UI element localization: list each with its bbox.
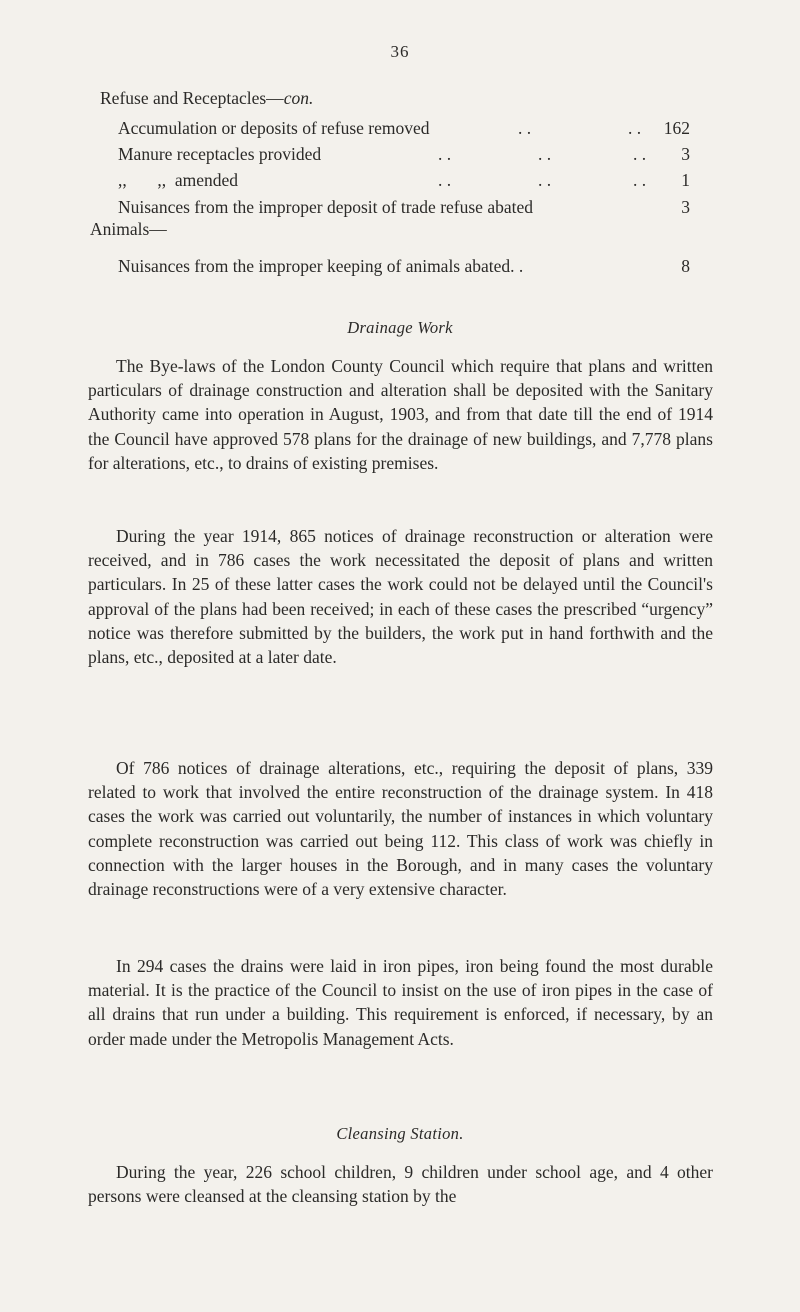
- table-row: [118, 170, 690, 194]
- leader-dots: . .: [518, 118, 532, 138]
- leader-dots: . .: [538, 170, 552, 190]
- paragraph: Of 786 notices of drainage alterations, etc., requiring the deposit of plans, 339 related to work that involved the entire reconstruction of the drainage system. In 418 cases the work was carried out voluntarily, the number of instances in which voluntary complete reconstruction was carried out being 112. This class of work was chiefly in connection with the larger houses in the Borough, and in many cases the voluntary drainage reconstructions were of a very extensive character.: [88, 758, 713, 900]
- row-value: 162: [663, 118, 690, 138]
- table-row: [118, 144, 690, 168]
- table-row: [118, 197, 690, 221]
- table-row: [118, 118, 690, 142]
- leader-dots: . .: [633, 144, 647, 164]
- row-label: Nuisances from the improper deposit of trade refuse abated: [118, 197, 533, 217]
- row-value: 1: [681, 170, 690, 190]
- leader-dots: . .: [438, 170, 452, 190]
- row-label: Accumulation or deposits of refuse removed: [118, 118, 430, 138]
- paragraph: During the year 1914, 865 notices of drainage reconstruction or alteration were received, and in 786 cases the work necessitated the deposit of plans and written particulars. In 25 of these latter cases the work could not be delayed until the Council's approval of the plans had been received; in each of these cases the prescribed “urgency” notice was therefore submitted by the builders, the work put in hand forthwith and the plans, etc., deposited at a later date.: [88, 526, 713, 668]
- leader-dots: . .: [538, 144, 552, 164]
- paragraph: During the year, 226 school children, 9 children under school age, and 4 other persons were cleansed at the cleansing station by the: [88, 1162, 713, 1207]
- section-title-drainage: Drainage Work: [347, 318, 453, 337]
- row-value: 8: [681, 256, 690, 276]
- row-label: Manure receptacles provided: [118, 144, 322, 164]
- heading-continued: con.: [283, 88, 314, 108]
- leader-dots: . .: [628, 118, 642, 138]
- paragraph: In 294 cases the drains were laid in iron pipes, iron being found the most durable material. It is the practice of the Council to insist on the use of iron pipes in the case of all drains that run under a building. This requirement is enforced, if necessary, by an order made under the Metropolis Management Acts.: [88, 956, 713, 1049]
- row-value: 3: [681, 197, 690, 217]
- table-row: [118, 256, 690, 280]
- row-label: Nuisances from the improper keeping of animals abated. .: [118, 256, 524, 276]
- paragraph: The Bye-laws of the London County Council which require that plans and written particulars of drainage construction and alteration shall be deposited with the Sanitary Authority came into operation in August, 1903, and from that date till the end of 1914 the Council have approved 578 plans for the drainage of new buildings, and 7,778 plans for alterations, etc., to drains of existing premises.: [88, 356, 713, 473]
- animals-heading: Animals—: [90, 219, 167, 239]
- heading-main: Refuse and Receptacles—: [100, 88, 284, 108]
- page-number: 36: [390, 42, 410, 61]
- leader-dots: . .: [438, 144, 452, 164]
- row-value: 3: [681, 144, 690, 164]
- section-title-cleansing: Cleansing Station.: [336, 1124, 464, 1143]
- leader-dots: . .: [633, 170, 647, 190]
- continued-heading: [100, 88, 313, 109]
- row-label: ,, ,, amended: [118, 170, 239, 190]
